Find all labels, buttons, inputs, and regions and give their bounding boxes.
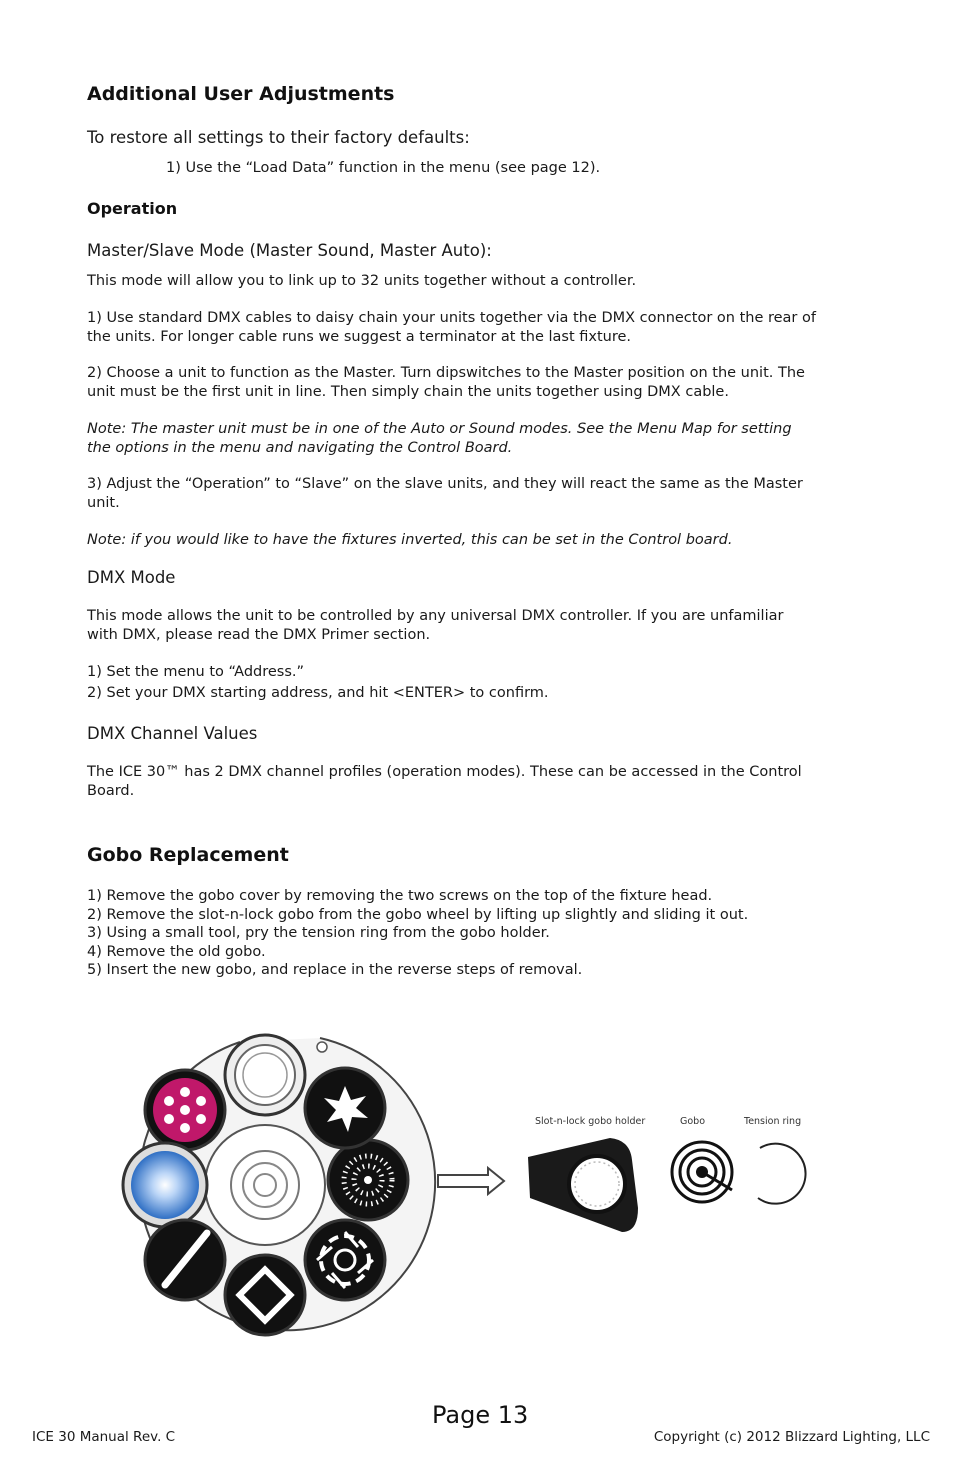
operation-heading: Operation [87, 199, 178, 218]
text-line: This mode allows the unit to be controlled by any universal DMX controller. If you are unfamiliar [87, 608, 784, 624]
master-slave-note-2: Note: if you would like to have the fixtures inverted, this can be set in the Control board. [87, 532, 733, 548]
master-slave-heading: Master/Slave Mode (Master Sound, Master Auto): [87, 241, 492, 260]
master-slave-step-3 [87, 475, 803, 512]
page-title: Additional User Adjustments [87, 83, 395, 105]
gobo-slot-open [225, 1035, 305, 1115]
dmx-mode-heading: DMX Mode [87, 568, 176, 587]
gobo-label: Gobo [680, 1116, 706, 1127]
list-item: 5) Insert the new gobo, and replace in the reverse steps of removal. [87, 962, 583, 978]
gobo-disk [672, 1116, 732, 1202]
list-item: 4) Remove the old gobo. [87, 943, 266, 960]
text-line: 3) Adjust the “Operation” to “Slave” on the slave units, and they will react the same as the Master [87, 476, 803, 492]
holder-label: Slot-n-lock gobo holder [535, 1116, 646, 1127]
restore-step-1: 1) Use the “Load Data” function in the menu (see page 12). [166, 160, 601, 176]
list-item: 2) Remove the slot-n-lock gobo from the gobo wheel by lifting up slightly and sliding it out. [87, 906, 749, 923]
footer-left: ICE 30 Manual Rev. C [32, 1429, 176, 1445]
gobo-slot-magenta [145, 1070, 225, 1150]
ring-label: Tension ring [744, 1116, 802, 1127]
text-line: the units. For longer cable runs we suggest a terminator at the last fixture. [87, 328, 632, 345]
gobo-holder [528, 1116, 645, 1232]
master-slave-step-2 [87, 364, 805, 401]
gobo-heading: Gobo Replacement [87, 844, 289, 866]
text-line: unit. [87, 494, 120, 511]
gobo-slot-swirl [305, 1220, 385, 1300]
master-slave-note-1 [87, 420, 792, 457]
text-line: unit must be the first unit in line. Then simply chain the units together using DMX cable. [87, 383, 729, 400]
gobo-slot-blue [123, 1143, 207, 1227]
text-line: the options in the menu and navigating the Control Board. [87, 439, 513, 456]
text-line: The ICE 30™ has 2 DMX channel profiles (operation modes). These can be accessed in the Control [87, 764, 802, 780]
gobo-slot-diamond [225, 1255, 305, 1335]
restore-intro: To restore all settings to their factory defaults: [87, 128, 470, 147]
list-item: 1) Remove the gobo cover by removing the two screws on the top of the fixture head. [87, 888, 713, 904]
gobo-wheel [123, 1035, 435, 1335]
dmx-mode-step-1: 1) Set the menu to “Address.” [87, 664, 305, 680]
text-line: with DMX, please read the DMX Primer section. [87, 626, 431, 643]
arrow-right-icon [438, 1168, 504, 1194]
master-slave-step-1 [87, 309, 816, 346]
gobo-wheel-figure [110, 1000, 820, 1345]
tension-ring [743, 1116, 806, 1204]
dmx-channel-heading: DMX Channel Values [87, 724, 258, 743]
gobo-slot-dots [328, 1140, 408, 1220]
master-slave-intro: This mode will allow you to link up to 32 units together without a controller. [87, 273, 637, 289]
dmx-channel-text [87, 763, 802, 800]
dmx-mode-step-2: 2) Set your DMX starting address, and hit <ENTER> to confirm. [87, 685, 549, 701]
page-number: Page 13 [432, 1401, 529, 1429]
gobo-steps [87, 887, 748, 980]
text-line: 1) Use standard DMX cables to daisy chain your units together via the DMX connector on the rear of [87, 310, 816, 326]
text-line: Note: The master unit must be in one of the Auto or Sound modes. See the Menu Map for setting [87, 421, 792, 437]
text-line: 2) Choose a unit to function as the Master. Turn dipswitches to the Master position on the unit. The [87, 365, 805, 381]
text-line: Board. [87, 782, 135, 799]
wheel-hub [205, 1125, 325, 1245]
list-item: 3) Using a small tool, pry the tension ring from the gobo holder. [87, 925, 550, 941]
dmx-mode-intro [87, 607, 783, 644]
footer-right: Copyright (c) 2012 Blizzard Lighting, LLC [653, 1429, 930, 1445]
screw-icon [317, 1042, 327, 1052]
gobo-slot-line [145, 1220, 225, 1300]
gobo-slot-splash [305, 1068, 385, 1148]
